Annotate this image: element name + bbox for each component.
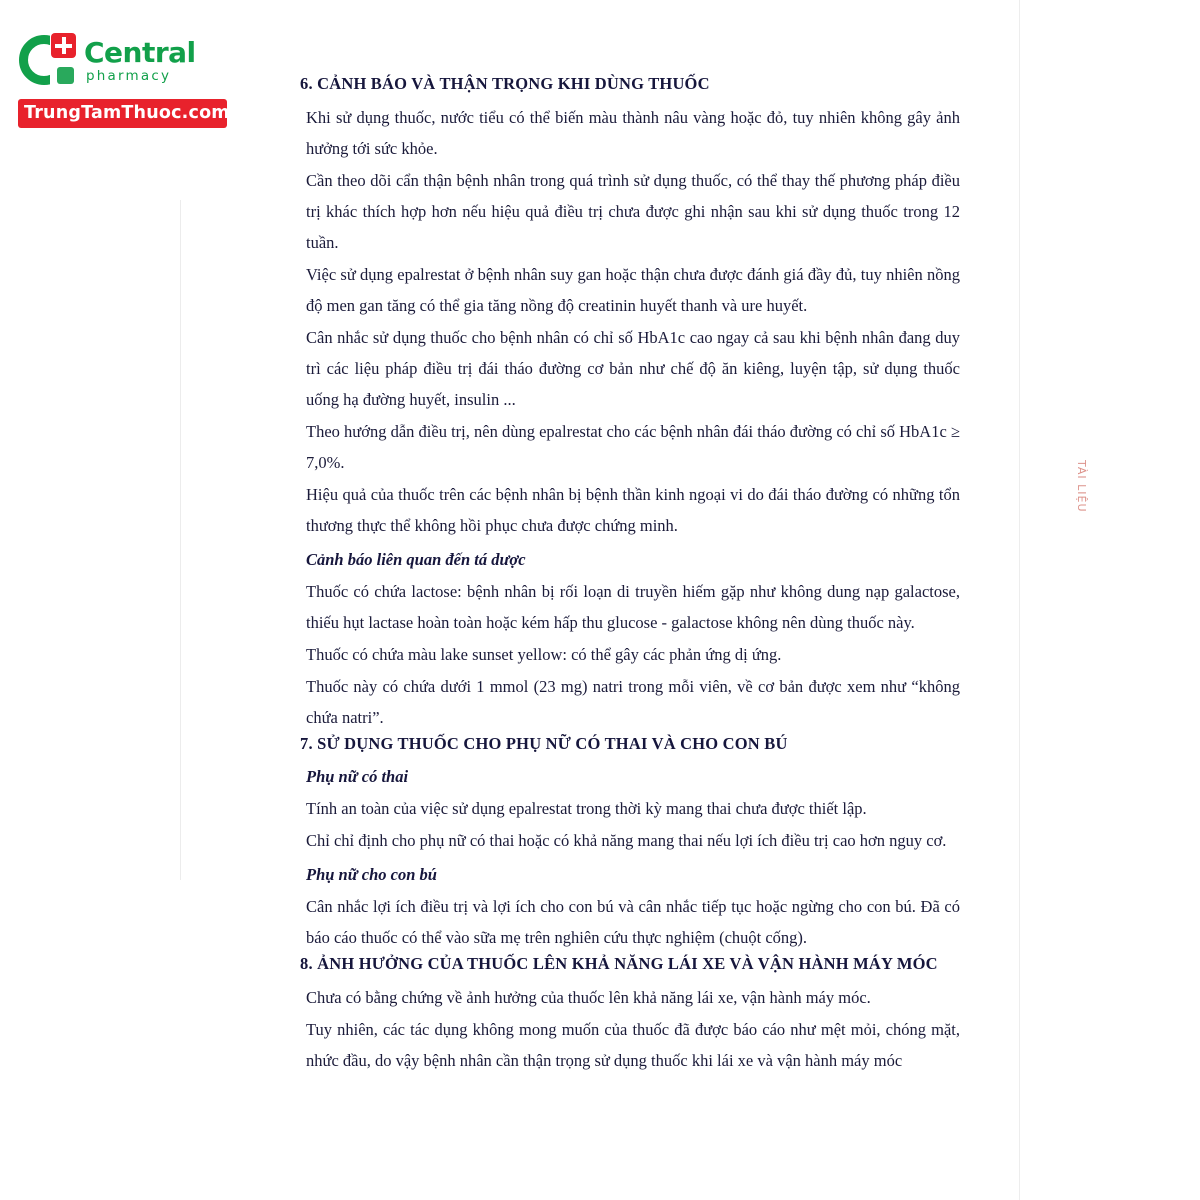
site-banner: TrungTamThuoc.com [18,99,227,128]
logo-row [18,30,233,92]
subsection-heading: Phụ nữ cho con bú [306,865,437,884]
body-paragraph: Thuốc này có chứa dưới 1 mmol (23 mg) natri trong mỗi viên, về cơ bản được xem như “không chứa natri”. [306,677,960,727]
brand-name: Central [84,35,196,69]
subsection-heading: Phụ nữ có thai [306,767,409,786]
logo-wordmark [84,35,196,84]
scan-artifact-line-right [1019,0,1020,1200]
body-paragraph: Cân nhắc sử dụng thuốc cho bệnh nhân có chỉ số HbA1c cao ngay cả sau khi bệnh nhân đang duy trì các liệu pháp điều trị đái tháo đường cơ bản như chế độ ăn kiêng, luyện tập, sử dụng thuốc uống hạ đường huyết, insulin ... [306,328,960,409]
body-paragraph: Chưa có bằng chứng về ảnh hưởng của thuốc lên khả năng lái xe, vận hành máy móc. [306,988,871,1007]
section-heading: 7. SỬ DỤNG THUỐC CHO PHỤ NỮ CÓ THAI VÀ CHO CON BÚ [300,734,788,753]
subsection-heading: Cảnh báo liên quan đến tá dược [306,550,526,569]
body-paragraph: Việc sử dụng epalrestat ở bệnh nhân suy gan hoặc thận chưa được đánh giá đầy đủ, tuy nhiên nồng độ men gan tăng có thể gia tăng nồng độ creatinin huyết thanh và ure huyết. [306,265,960,315]
central-pharmacy-logo-icon [18,32,76,90]
body-paragraph: Chỉ chỉ định cho phụ nữ có thai hoặc có khả năng mang thai nếu lợi ích điều trị cao hơn nguy cơ. [306,831,947,850]
body-paragraph: Thuốc có chứa lactose: bệnh nhân bị rối loạn di truyền hiếm gặp như không dung nạp galactose, thiếu hụt lactase hoàn toàn hoặc kém hấp thu glucose - galactose không nên dùng thuốc này. [306,582,960,632]
brand-subtitle: pharmacy [86,67,172,84]
body-paragraph: Cân nhắc lợi ích điều trị và lợi ích cho con bú và cân nhắc tiếp tục hoặc ngừng cho con bú. Đã có báo cáo thuốc có thể vào sữa mẹ trên nghiên cứu thực nghiệm (chuột cống). [306,897,960,947]
body-paragraph: Khi sử dụng thuốc, nước tiểu có thể biến màu thành nâu vàng hoặc đỏ, tuy nhiên không gây ảnh hưởng tới sức khỏe. [306,108,960,158]
body-paragraph: Tính an toàn của việc sử dụng epalrestat trong thời kỳ mang thai chưa được thiết lập. [306,799,867,818]
body-paragraph: Thuốc có chứa màu lake sunset yellow: có thể gây các phản ứng dị ứng. [306,645,782,664]
body-paragraph: Hiệu quả của thuốc trên các bệnh nhân bị bệnh thần kinh ngoại vi do đái tháo đường có những tổn thương thực thể không hồi phục chưa được chứng minh. [306,485,960,535]
scan-artifact-line-left [180,200,181,880]
body-paragraph: Tuy nhiên, các tác dụng không mong muốn của thuốc đã được báo cáo như mệt mỏi, chóng mặt, nhức đầu, do vậy bệnh nhân cần thận trọng sử dụng thuốc khi lái xe và vận hành máy móc [306,1020,960,1070]
body-paragraph: Theo hướng dẫn điều trị, nên dùng epalrestat cho các bệnh nhân đái tháo đường có chỉ số HbA1c ≥ 7,0%. [306,422,960,472]
section-heading: 6. CẢNH BÁO VÀ THẬN TRỌNG KHI DÙNG THUỐC [300,74,710,93]
body-paragraph: Cần theo dõi cẩn thận bệnh nhân trong quá trình sử dụng thuốc, có thể thay thế phương pháp điều trị khác thích hợp hơn nếu hiệu quả điều trị chưa được ghi nhận sau khi sử dụng thuốc trong 12 tuần. [306,171,960,252]
side-margin-stamp: TÀI LIỆU [1075,460,1088,513]
section-heading: 8. ẢNH HƯỞNG CỦA THUỐC LÊN KHẢ NĂNG LÁI XE VÀ VẬN HÀNH MÁY MÓC [300,954,938,973]
watermark-logo [18,30,233,128]
document-body [300,74,960,1077]
